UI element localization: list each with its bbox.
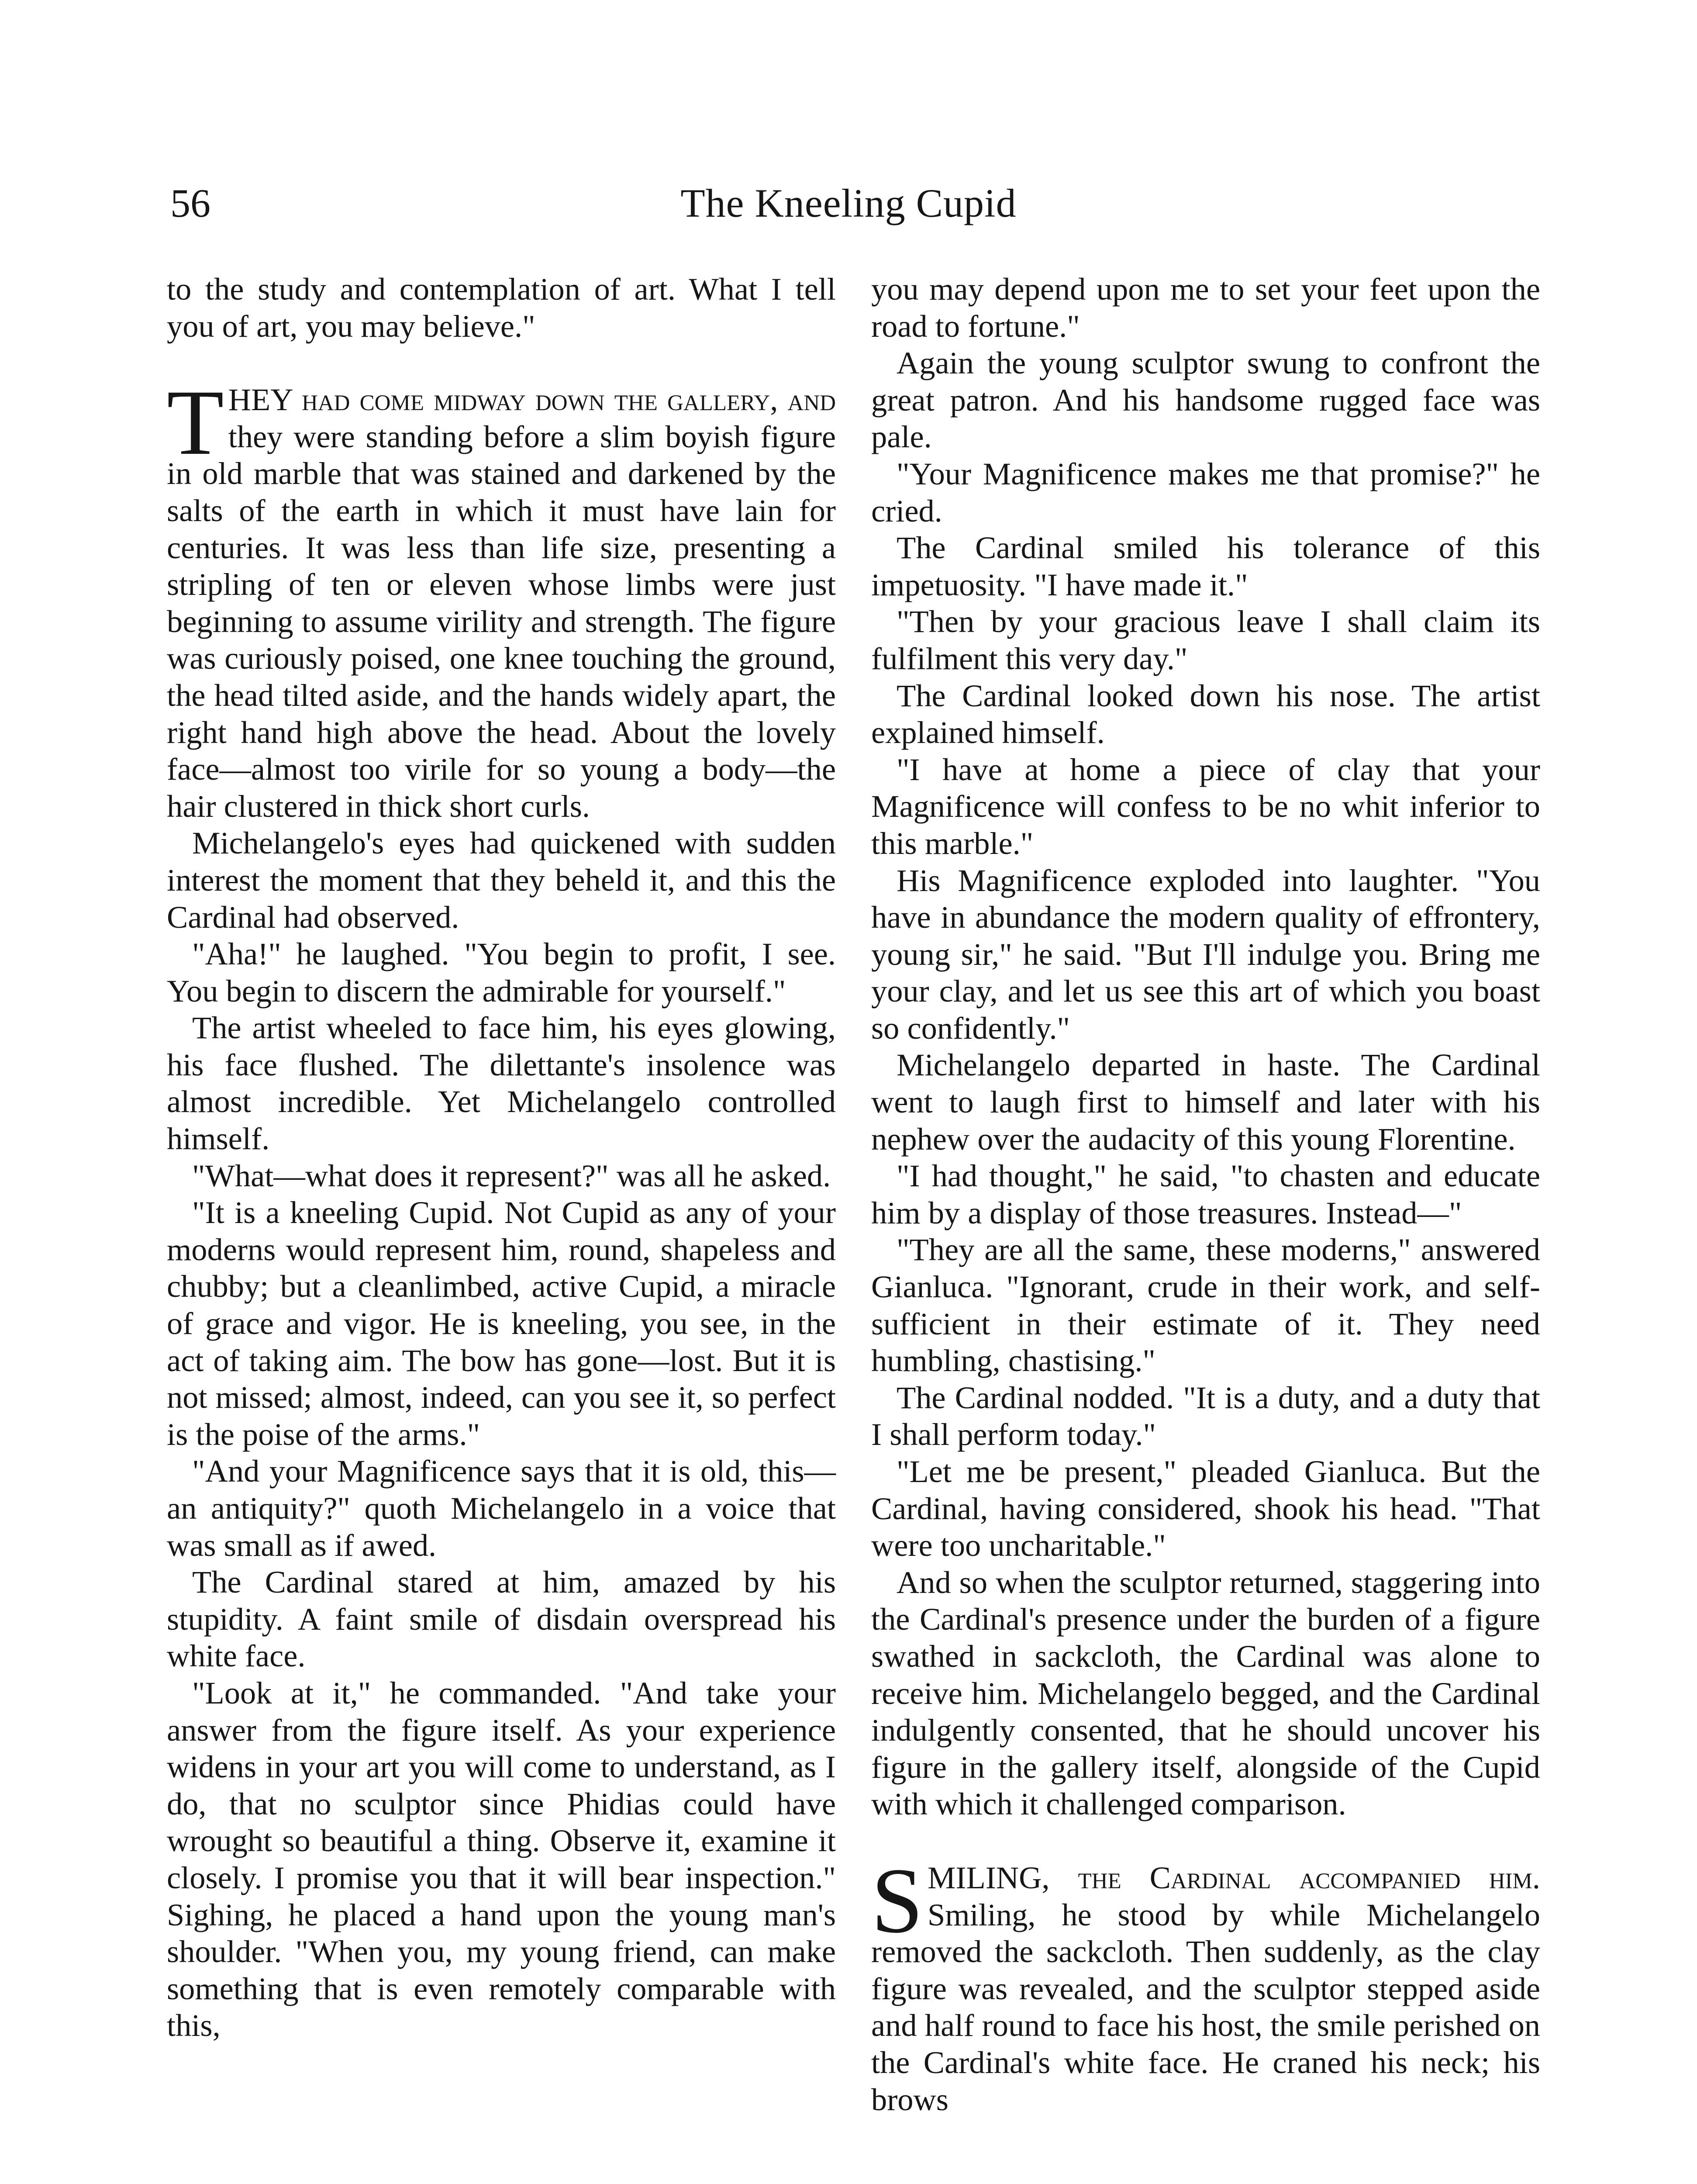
paragraph: His Magnificence exploded into laughter. "You have in abundance the modern quality of effrontery, young sir," he said. "But I'll indulge you. Bring me your clay, and let us see this art of which you boast so confidently." — [871, 862, 1540, 1046]
paragraph: "Look at it," he commanded. "And take your answer from the figure itself. As your experience widens in your art you will come to understand, as I do, that no sculptor since Phidias could have wrought so beautiful a thing. Observe it, examine it closely. I promise you that it will bear inspection." Sighing, he placed a hand upon the young man's shoulder. "When you, my young friend, can make something that is even remotely comparable with this, — [167, 1675, 836, 2043]
paragraph: "And your Magnificence says that it is old, this—an antiquity?" quoth Michelangelo in a voice that was small as if awed. — [167, 1453, 836, 1563]
paragraph: Michelangelo departed in haste. The Cardinal went to laugh first to himself and later with his nephew over the audacity of this young Florentine. — [871, 1047, 1540, 1157]
page-number: 56 — [170, 181, 210, 225]
paragraph: The Cardinal stared at him, amazed by his stupidity. A faint smile of disdain overspread his white face. — [167, 1564, 836, 1674]
paragraph: "Your Magnificence makes me that promise?" he cried. — [871, 456, 1540, 529]
paragraph: The artist wheeled to face him, his eyes glowing, his face flushed. The dilettante's insolence was almost incredible. Yet Michelangelo controlled himself. — [167, 1010, 836, 1157]
paragraph: to the study and contemplation of art. What I tell you of art, you may believe." — [167, 271, 836, 344]
paragraph: you may depend upon me to set your feet upon the road to fortune." — [871, 271, 1540, 344]
paragraph: Michelangelo's eyes had quickened with sudden interest the moment that they beheld it, and this the Cardinal had observed. — [167, 825, 836, 935]
section-opening-paragraph — [167, 371, 836, 825]
running-title: The Kneeling Cupid — [680, 181, 1017, 225]
drop-cap: S — [871, 1849, 924, 1952]
paragraph: "Let me be present," pleaded Gianluca. But the Cardinal, having considered, shook his head. "That were too uncharitable." — [871, 1454, 1540, 1563]
paragraph: The Cardinal smiled his tolerance of this impetuosity. "I have made it." — [871, 530, 1540, 602]
page-header — [0, 170, 1697, 236]
left-column — [167, 271, 836, 2044]
drop-cap: T — [167, 371, 224, 475]
paragraph: Again the young sculptor swung to confront the great patron. And his handsome rugged face was pale. — [871, 345, 1540, 455]
right-column — [871, 271, 1540, 2118]
paragraph: "It is a kneeling Cupid. Not Cupid as any of your moderns would represent him, round, shapeless and chubby; but a cleanlimbed, active Cupid, a miracle of grace and vigor. He is kneeling, you see, in the act of taking aim. The bow has gone—lost. But it is not missed; almost, indeed, can you see it, so perfect is the poise of the arms." — [167, 1195, 836, 1452]
paragraph: "Then by your gracious leave I shall claim its fulfilment this very day." — [871, 604, 1540, 676]
paragraph: "I had thought," he said, "to chasten and educate him by a display of those treasures. Instead—" — [871, 1158, 1540, 1230]
paragraph: The Cardinal looked down his nose. The artist explained himself. — [871, 677, 1540, 750]
paragraph-text: MILING, the Cardinal accompanied him. Smiling, he stood by while Michelangelo removed the sackcloth. Then suddenly, as the clay figure was revealed, and the sculptor stepped aside and half round to face his host, the smile perished on the Cardinal's white face. He craned his neck; his brows — [871, 1859, 1540, 2117]
paragraph: "They are all the same, these moderns," answered Gianluca. "Ignorant, crude in their work, and self-sufficient in their estimate of it. They need humbling, chastising." — [871, 1232, 1540, 1379]
section-opening-paragraph — [871, 1849, 1540, 2118]
paragraph: "I have at home a piece of clay that your Magnificence will confess to be no whit inferior to this marble." — [871, 751, 1540, 861]
paragraph: The Cardinal nodded. "It is a duty, and a duty that I shall perform today." — [871, 1379, 1540, 1452]
paragraph-text: HEY had come midway down the gallery, and they were standing before a slim boyish figure in old marble that was stained and darkened by the salts of the earth in which it must have lain for centuries. It was less than life size, presenting a stripling of ten or eleven whose limbs were just beginning to assume virility and strength. The figure was curiously poised, one knee touching the ground, the head tilted aside, and the hands widely apart, the right hand high above the head. About the lovely face—almost too virile for so young a body—the hair clustered in thick short curls. — [167, 382, 836, 824]
paragraph: And so when the sculptor returned, staggering into the Cardinal's presence under the burden of a figure swathed in sackcloth, the Cardinal was alone to receive him. Michelangelo begged, and the Cardinal indulgently consented, that he should uncover his figure in the gallery itself, alongside of the Cupid with which it challenged comparison. — [871, 1564, 1540, 1822]
paragraph: "Aha!" he laughed. "You begin to profit, I see. You begin to discern the admirable for yourself." — [167, 936, 836, 1009]
paragraph: "What—what does it represent?" was all he asked. — [192, 1158, 831, 1193]
